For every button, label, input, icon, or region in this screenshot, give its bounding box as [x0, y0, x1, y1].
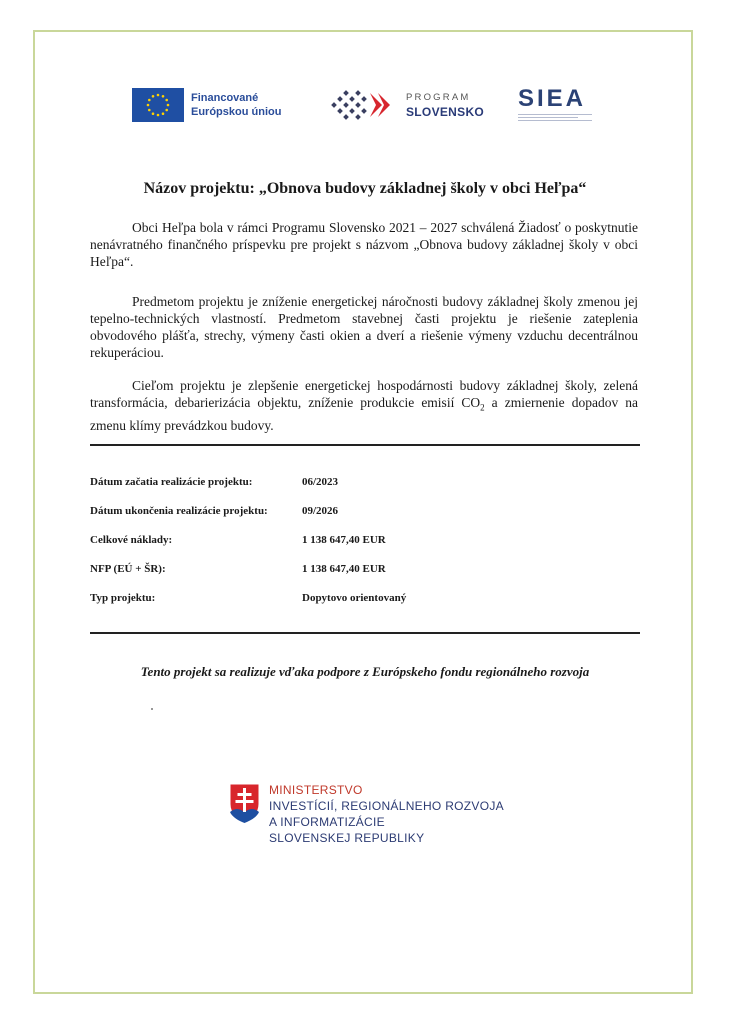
info-label: Celkové náklady:: [90, 534, 173, 546]
ministry-line4: SLOVENSKEJ REPUBLIKY: [269, 831, 425, 845]
info-label: Dátum začatia realizácie projektu:: [90, 476, 253, 488]
info-label: Typ projektu:: [90, 592, 156, 604]
scan-speck: [151, 708, 153, 710]
project-info-table: [90, 476, 640, 621]
eu-logo-line2: Európskou úniou: [191, 106, 282, 118]
program-logo-line1: PROGRAM: [406, 92, 471, 103]
co2-subscript: 2: [480, 402, 485, 413]
ministry-line1: MINISTERSTVO: [269, 783, 363, 797]
program-slovensko-logo: [330, 86, 484, 124]
paragraph-subject: Predmetom projektu je zníženie energetickej náročnosti budovy základnej školy zmenou jej tepelno-technických vlastností. Predmetom stavebnej časti projektu je riešenie zateplenia obvodového plášťa, strechy, výmeny časti okien a dverí a riešenie výmeny vzduchu decentrálnou rekuperáciou.: [90, 294, 638, 360]
info-value: 06/2023: [302, 476, 339, 488]
info-row-end-date: [90, 505, 640, 534]
paragraph-approval: Obci Heľpa bola v rámci Programu Slovensko 2021 – 2027 schválená Žiadosť o poskytnutie nenávratného finančného príspevku pre projekt s názvom „Obnova budovy základnej školy v obci Heľpa“.: [90, 220, 638, 269]
info-row-start-date: [90, 476, 640, 505]
divider-bottom: [90, 632, 640, 634]
project-title: Názov projektu: „Obnova budovy základnej školy v obci Heľpa“: [143, 180, 587, 197]
program-logo-line2: SLOVENSKO: [406, 105, 485, 119]
goal-text-end: a zmiernenie dopadov na zmenu klímy prevádzkou budovy.: [90, 395, 638, 433]
eu-flag-icon: [132, 88, 184, 122]
info-value: 1 138 647,40 EUR: [302, 534, 386, 546]
slovak-coat-of-arms-icon: [228, 782, 261, 824]
info-row-project-type: [90, 592, 640, 621]
program-slovensko-icon: [330, 86, 402, 124]
goal-text-start: Cieľom projektu je zlepšenie energetickej hospodárnosti budovy základnej školy, zelená transformácia, debarierizácia objektu, zníženie produkcie emisií CO: [90, 378, 638, 410]
ministry-line2: INVESTÍCIÍ, REGIONÁLNEHO ROZVOJA: [269, 799, 504, 813]
ministry-line3: A INFORMATIZÁCIE: [269, 815, 385, 829]
ministry-logo: [228, 782, 504, 846]
siea-logo-icon: SIEA: [518, 85, 587, 112]
siea-logo: [518, 86, 608, 121]
divider-top: [90, 444, 640, 446]
eu-logo-line1: Financované: [191, 92, 259, 104]
info-row-total-costs: [90, 534, 640, 563]
info-value: 09/2026: [302, 505, 339, 517]
info-row-nfp: [90, 563, 640, 592]
info-label: NFP (EÚ + ŠR):: [90, 563, 166, 575]
paragraph-goal: [90, 377, 638, 434]
eu-logo: [132, 88, 281, 122]
info-value: Dopytovo orientovaný: [302, 592, 407, 604]
funding-support-note: Tento projekt sa realizuje vďaka podpore z Európskeho fondu regionálneho rozvoja: [140, 664, 590, 679]
info-label: Dátum ukončenia realizácie projektu:: [90, 505, 268, 517]
info-value: 1 138 647,40 EUR: [302, 563, 386, 575]
